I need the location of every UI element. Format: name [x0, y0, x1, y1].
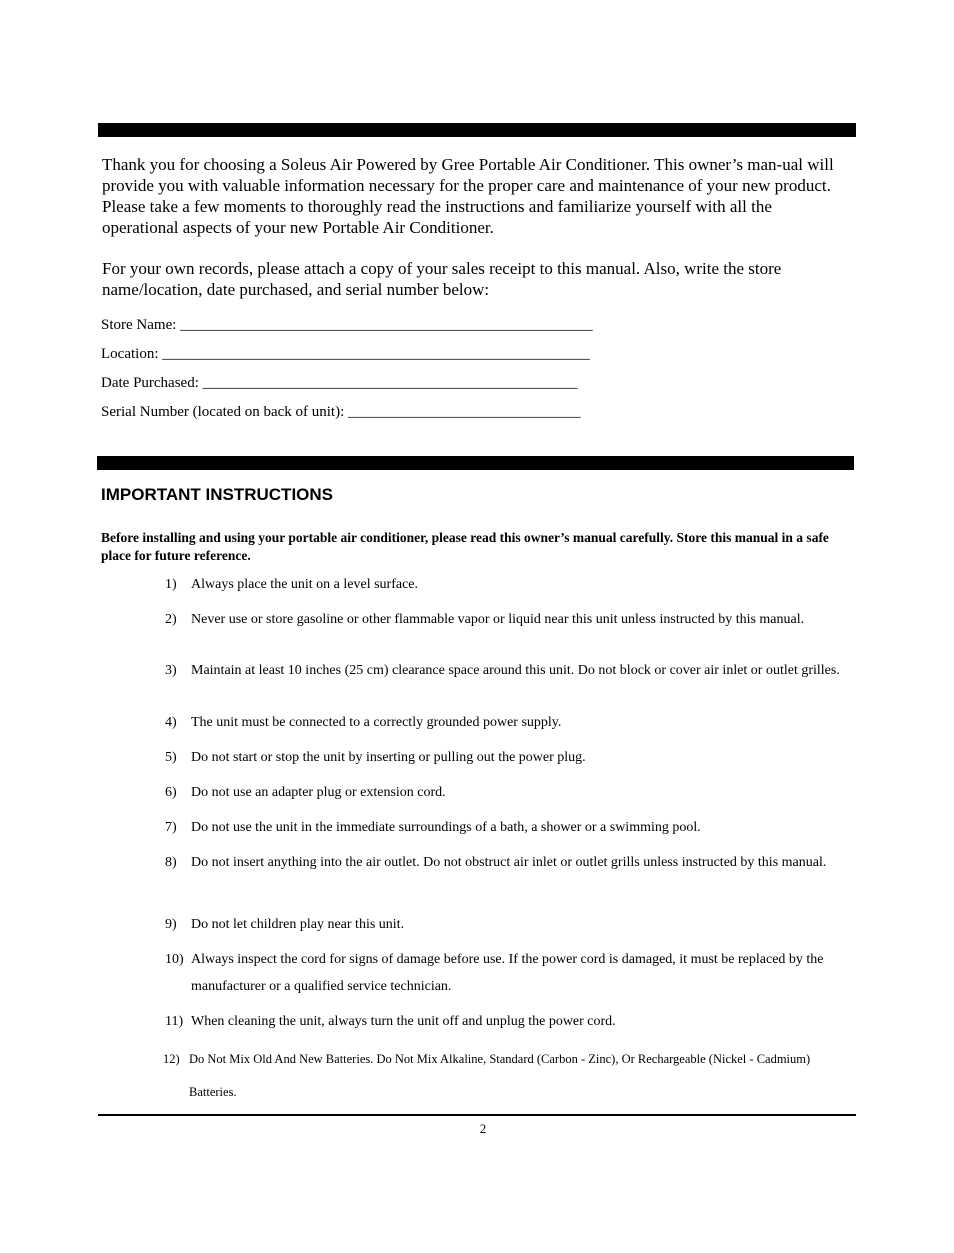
date-purchased-field — [101, 374, 578, 392]
field-blank-line: _________________________________________________________ — [162, 346, 590, 362]
item-text: Do Not Mix Old And New Batteries. Do Not Mix Alkaline, Standard (Carbon - Zinc), Or Rechargeable (Nickel - Cadmium) Batteries. — [189, 1052, 811, 1099]
list-item — [165, 814, 855, 841]
field-label: Store Name: — [101, 317, 177, 333]
item-number: 8) — [165, 855, 177, 870]
intro-paragraph: Thank you for choosing a Soleus Air Powered by Gree Portable Air Conditioner. This owner’s man-ual will provide you with valuable information necessary for the proper care and maintenance of your new product. Please take a few moments to thoroughly read the instructions and familiarize yourself with all the operational aspects of your new Portable Air Conditioner. — [102, 155, 834, 237]
item-text: Always inspect the cord for signs of damage before use. If the power cord is damaged, it must be replaced by the manufacturer or a qualified service technician. — [191, 952, 824, 994]
item-number: 1) — [165, 577, 177, 592]
item-text: Maintain at least 10 inches (25 cm) clearance space around this unit. Do not block or cover air inlet or outlet grilles. — [191, 663, 840, 678]
store-name-field — [101, 316, 593, 334]
list-item — [165, 571, 855, 598]
list-item — [165, 1008, 855, 1035]
item-number: 10) — [165, 952, 184, 967]
section-header-bar — [98, 123, 856, 137]
list-item — [165, 911, 855, 938]
field-blank-line: __________________________________________________ — [202, 375, 578, 391]
item-number: 12) — [163, 1052, 180, 1066]
list-item — [165, 606, 855, 633]
item-number: 4) — [165, 715, 177, 730]
item-text: The unit must be connected to a correctly grounded power supply. — [191, 715, 562, 730]
field-blank-line: _______________________________________________________ — [180, 317, 593, 333]
item-number: 11) — [165, 1014, 184, 1029]
item-text: When cleaning the unit, always turn the unit off and unplug the power cord. — [191, 1014, 616, 1029]
field-label: Location: — [101, 346, 159, 362]
item-number: 9) — [165, 917, 177, 932]
item-text: Always place the unit on a level surface. — [191, 577, 419, 592]
field-label: Serial Number (located on back of unit): — [101, 404, 345, 420]
list-item — [165, 744, 855, 771]
item-text: Do not insert anything into the air outlet. Do not obstruct air inlet or outlet grills unless instructed by this manual. — [191, 855, 827, 870]
list-item — [165, 946, 855, 1000]
list-item — [165, 849, 855, 876]
item-number: 7) — [165, 820, 177, 835]
item-text: Do not use an adapter plug or extension cord. — [191, 785, 446, 800]
item-number: 6) — [165, 785, 177, 800]
list-item — [163, 1043, 853, 1109]
section-heading: IMPORTANT INSTRUCTIONS — [101, 485, 334, 504]
section-header-bar — [97, 456, 854, 470]
item-number: 5) — [165, 750, 177, 765]
item-number: 3) — [165, 663, 177, 678]
field-blank-line: _______________________________ — [348, 404, 581, 420]
item-text: Do not let children play near this unit. — [191, 917, 405, 932]
footer-rule — [98, 1114, 856, 1116]
records-paragraph: For your own records, please attach a copy of your sales receipt to this manual. Also, write the store name/location, date purchased, and serial number below: — [102, 259, 782, 299]
list-item — [165, 657, 855, 684]
list-item — [165, 709, 855, 736]
item-number: 2) — [165, 612, 177, 627]
item-text: Do not use the unit in the immediate surroundings of a bath, a shower or a swimming pool. — [191, 820, 701, 835]
serial-number-field — [101, 403, 581, 421]
page-number: 2 — [479, 1121, 487, 1136]
item-text: Never use or store gasoline or other flammable vapor or liquid near this unit unless instructed by this manual. — [191, 612, 805, 627]
item-text: Do not start or stop the unit by inserting or pulling out the power plug. — [191, 750, 586, 765]
list-item — [165, 779, 855, 806]
field-label: Date Purchased: — [101, 375, 199, 391]
location-field — [101, 345, 590, 363]
safety-note: Before installing and using your portable air conditioner, please read this owner’s manual carefully. Store this manual in a safe place for future reference. — [101, 530, 829, 563]
